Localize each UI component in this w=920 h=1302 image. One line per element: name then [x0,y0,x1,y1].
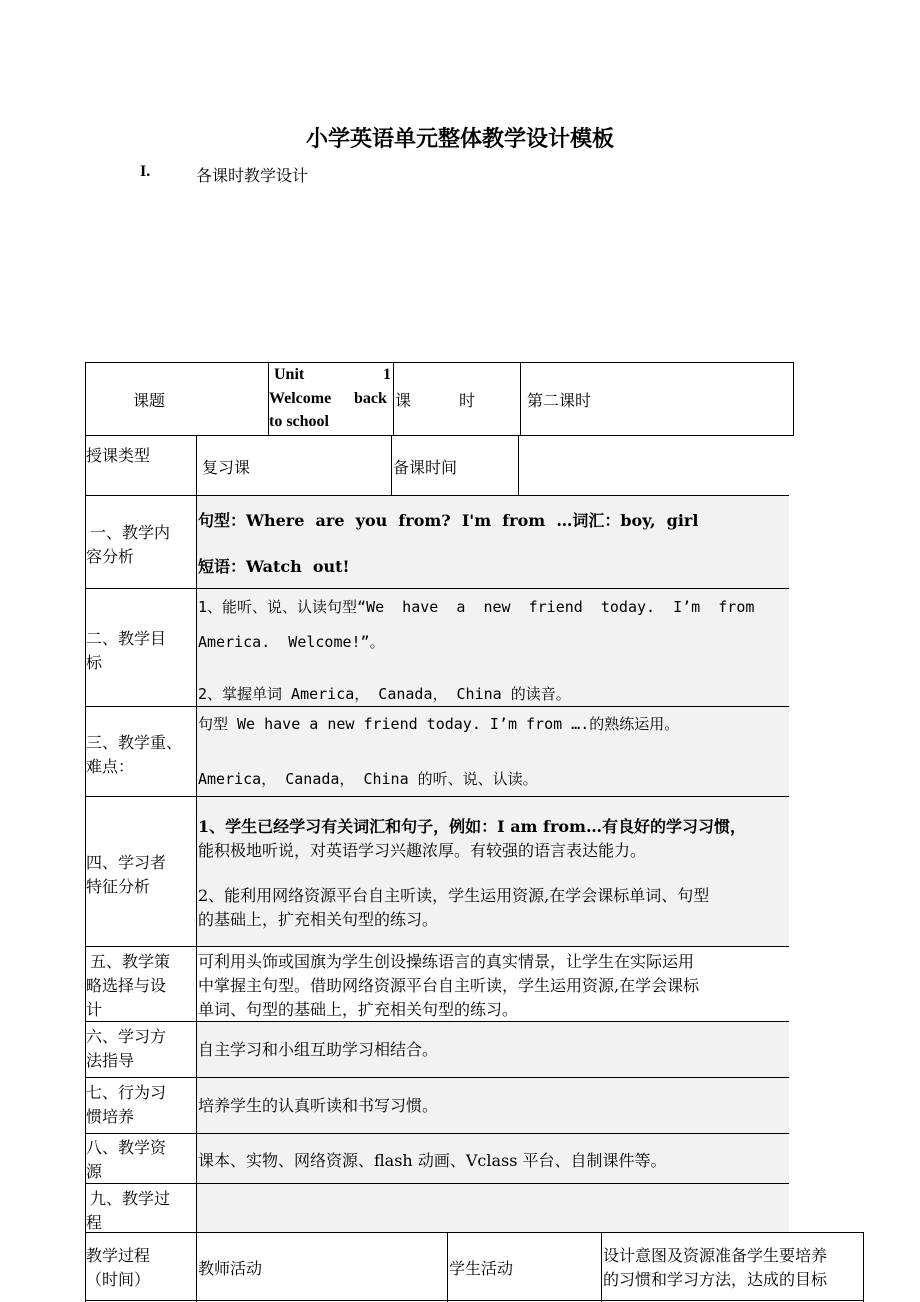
teacher-activity-header: 教师活动 [198,1259,263,1278]
method-value: 自主学习和小组互助学习相结合。 [198,1040,439,1059]
design-intent-header-1: 设计意图及资源准备学生要培养 [603,1246,828,1265]
prep-time-label: 备课时间 [393,458,458,477]
key-points-line-2: America， Canada， China 的听、说、认读。 [198,770,538,788]
learner-label-1: 四、学习者 [86,853,167,872]
content-analysis-line-1: 句型：Where are you from? I'm from …词汇：boy, girl [198,511,699,530]
objectives-line-2: America. Welcome!”。 [198,633,385,651]
strategy-label-2: 略选择与设 [86,976,167,995]
method-label-1: 六、学习方 [86,1027,167,1046]
content-analysis-line-2: 短语：Watch out! [198,557,350,576]
learner-line-1-text: 1、学生已经学习有关词汇和句子，例如：I am from…有良好的学习习惯， [198,817,746,836]
objectives-label-1: 二、教学目 [86,629,167,648]
resources-value: 课本、实物、网络资源、flash 动画、Vclass 平台、自制课件等。 [198,1151,667,1170]
strategy-line-2: 中掌握主句型。借助网络资源平台自主听读，学生运用资源,在学会课标 [198,976,700,995]
period-value: 第二课时 [527,391,592,410]
learner-label-2: 特征分析 [86,877,151,896]
content-analysis-label-2: 容分析 [86,547,135,566]
unit-text-1b: 1 [383,366,391,383]
objectives-line-1: 1、能听、说、认读句型“We have a new friend today. I’m from [198,598,755,616]
process-label-2: 程 [86,1213,103,1232]
section-title: 各课时教学设计 [196,166,309,185]
strategy-label-1: 五、教学策 [90,952,171,971]
habit-value: 培养学生的认真听读和书写习惯。 [198,1096,439,1115]
objectives-label-2: 标 [86,653,103,672]
habit-label-1: 七、行为习 [86,1083,167,1102]
key-points-label-2: 难点： [86,757,135,776]
process-time-label-1: 教学过程 [86,1246,151,1265]
key-points-label-1: 三、教学重、 [86,733,183,752]
strategy-label-3: 计 [86,1000,103,1019]
method-label-2: 法指导 [86,1051,135,1070]
lesson-type-value: 复习课 [202,458,251,477]
period-label-a: 课 [395,391,412,410]
strategy-line-3: 单词、句型的基础上，扩充相关句型的练习。 [198,1000,519,1019]
page-title: 小学英语单元整体教学设计模板 [305,126,614,152]
learner-line-3: 2、能利用网络资源平台自主听读，学生运用资源,在学会课标单词、句型 [198,886,710,905]
resources-label-2: 源 [86,1162,103,1181]
process-time-label-2: （时间） [86,1270,151,1289]
design-intent-header-2: 的习惯和学习方法，达成的目标 [603,1270,828,1289]
student-activity-header: 学生活动 [449,1259,514,1278]
learner-line-2: 能积极地听说，对英语学习兴趣浓厚。有较强的语言表达能力。 [198,841,647,860]
unit-text-2b: back [354,390,387,407]
unit-text-3: to school [269,413,329,430]
learner-line-1 [198,814,746,837]
habit-label-2: 惯培养 [86,1107,135,1126]
unit-text-1a: Unit [274,366,305,383]
resources-label-1: 八、教学资 [86,1138,167,1157]
strategy-line-1: 可利用头饰或国旗为学生创设操练语言的真实情景，让学生在实际运用 [198,952,695,971]
topic-label: 课题 [133,391,166,410]
process-label-1: 九、教学过 [90,1189,171,1208]
objectives-line-3: 2、掌握单词 America， Canada， China 的读音。 [198,685,571,703]
unit-text-2a: Welcome [269,390,332,407]
learner-line-4: 的基础上，扩充相关句型的练习。 [198,910,439,929]
section-number: I. [140,163,151,180]
row11-content-bg [196,1184,789,1232]
lesson-type-label: 授课类型 [86,446,151,465]
key-points-line-1: 句型 We have a new friend today. I’m from ….的熟练运用。 [198,715,680,733]
content-analysis-label-1: 一、教学内 [90,523,171,542]
period-label-b: 时 [459,391,476,410]
